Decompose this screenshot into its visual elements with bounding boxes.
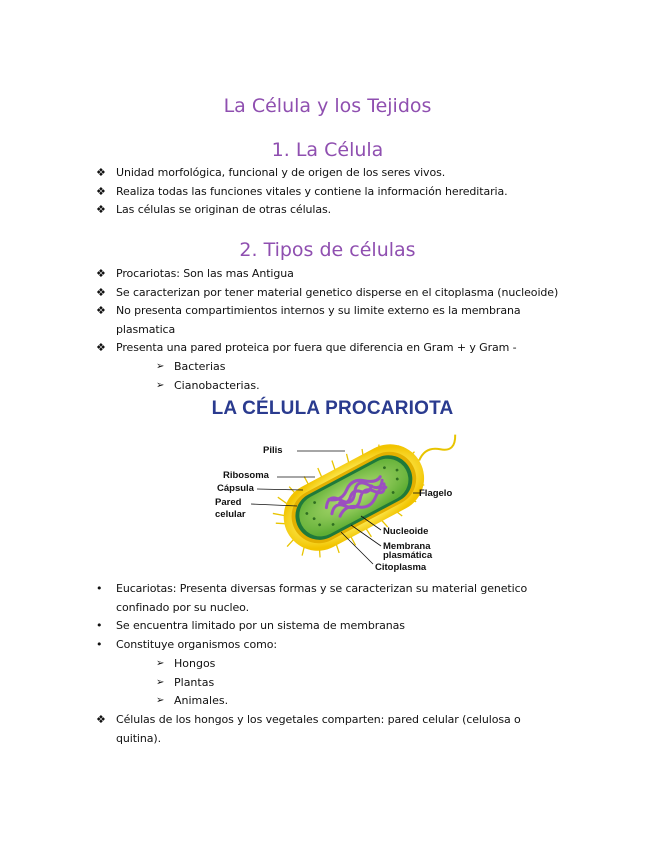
arrow-bullet-icon: ➢ <box>156 361 165 372</box>
label-membrana: Membrana <box>383 541 431 552</box>
list-item: ➢ Animales. <box>156 692 228 711</box>
list-item: • Constituye organismos como: <box>96 636 566 655</box>
list-item: ➢ Plantas <box>156 674 228 693</box>
dot-bullet-icon: • <box>96 582 103 595</box>
list-item: ❖ Realiza todas las funciones vitales y contiene la información hereditaria. <box>96 183 566 202</box>
list-item: ➢ Cianobacterias. <box>156 377 260 396</box>
label-nucleoide: Nucleoide <box>383 526 429 537</box>
label-pilis: Pilis <box>263 445 283 456</box>
label-celular: celular <box>215 509 246 520</box>
diamond-bullet-icon: ❖ <box>96 166 106 179</box>
arrow-bullet-icon: ➢ <box>156 676 165 688</box>
dot-bullet-icon: • <box>96 637 103 651</box>
diamond-bullet-icon: ❖ <box>96 203 106 217</box>
list-item: ❖ Células de los hongos y los vegetales comparten: pared celular (celulosa o quitina). <box>96 713 521 745</box>
list-item: ❖ Presenta una pared proteica por fuera que diferencia en Gram + y Gram - <box>96 339 566 358</box>
diamond-bullet-icon: ❖ <box>96 267 106 280</box>
prokaryote-examples-list <box>156 358 260 395</box>
list-item: ❖ No presenta compartimientos internos y su limite externo es la membrana plasmatica <box>96 304 521 336</box>
list-item: • Se encuentra limitado por un sistema de membranas <box>96 617 566 636</box>
section3-list <box>96 580 566 654</box>
label-plasmatica: plasmática <box>383 550 433 561</box>
list-item: ➢ Hongos <box>156 655 228 674</box>
list-item: ❖ Unidad morfológica, funcional y de origen de los seres vivos. <box>96 164 566 183</box>
diamond-bullet-icon: ❖ <box>96 341 106 355</box>
prokaryotic-cell-figure <box>205 398 460 576</box>
document-title: La Célula y los Tejidos <box>223 95 432 117</box>
diamond-bullet-icon: ❖ <box>96 285 106 299</box>
label-capsula: Cápsula <box>217 483 254 494</box>
label-ribosoma: Ribosoma <box>223 470 269 481</box>
list-item: ❖ Las células se originan de otras células. <box>96 201 566 220</box>
figure-title: LA CÉLULA PROCARIOTA <box>211 398 454 419</box>
arrow-bullet-icon: ➢ <box>156 658 165 669</box>
list-item: ❖ Procariotas: Son las mas Antigua <box>96 265 566 284</box>
section-heading-tipos: 2. Tipos de células <box>239 239 416 261</box>
section1-list <box>96 164 566 220</box>
diamond-bullet-icon: ❖ <box>96 713 106 726</box>
dot-bullet-icon: • <box>96 619 103 633</box>
label-flagelo: Flagelo <box>419 488 453 499</box>
section2-list <box>96 265 566 358</box>
label-citoplasma: Citoplasma <box>375 562 427 573</box>
label-pared: Pared <box>215 497 242 508</box>
eukaryote-examples-list <box>156 655 228 711</box>
section-heading-la-celula: 1. La Célula <box>271 139 384 161</box>
flagellum-shape <box>416 435 459 464</box>
list-item: ➢ Bacterias <box>156 358 260 377</box>
final-list <box>96 711 566 748</box>
list-item: ❖ Se caracterizan por tener material genetico disperse en el citoplasma (nucleoide) <box>96 284 566 303</box>
arrow-bullet-icon: ➢ <box>156 379 165 391</box>
list-item: • Eucariotas: Presenta diversas formas y se caracterizan su material genetico confinado por su nucleo. <box>96 582 528 614</box>
diamond-bullet-icon: ❖ <box>96 304 106 318</box>
diamond-bullet-icon: ❖ <box>96 184 106 198</box>
arrow-bullet-icon: ➢ <box>156 695 165 707</box>
